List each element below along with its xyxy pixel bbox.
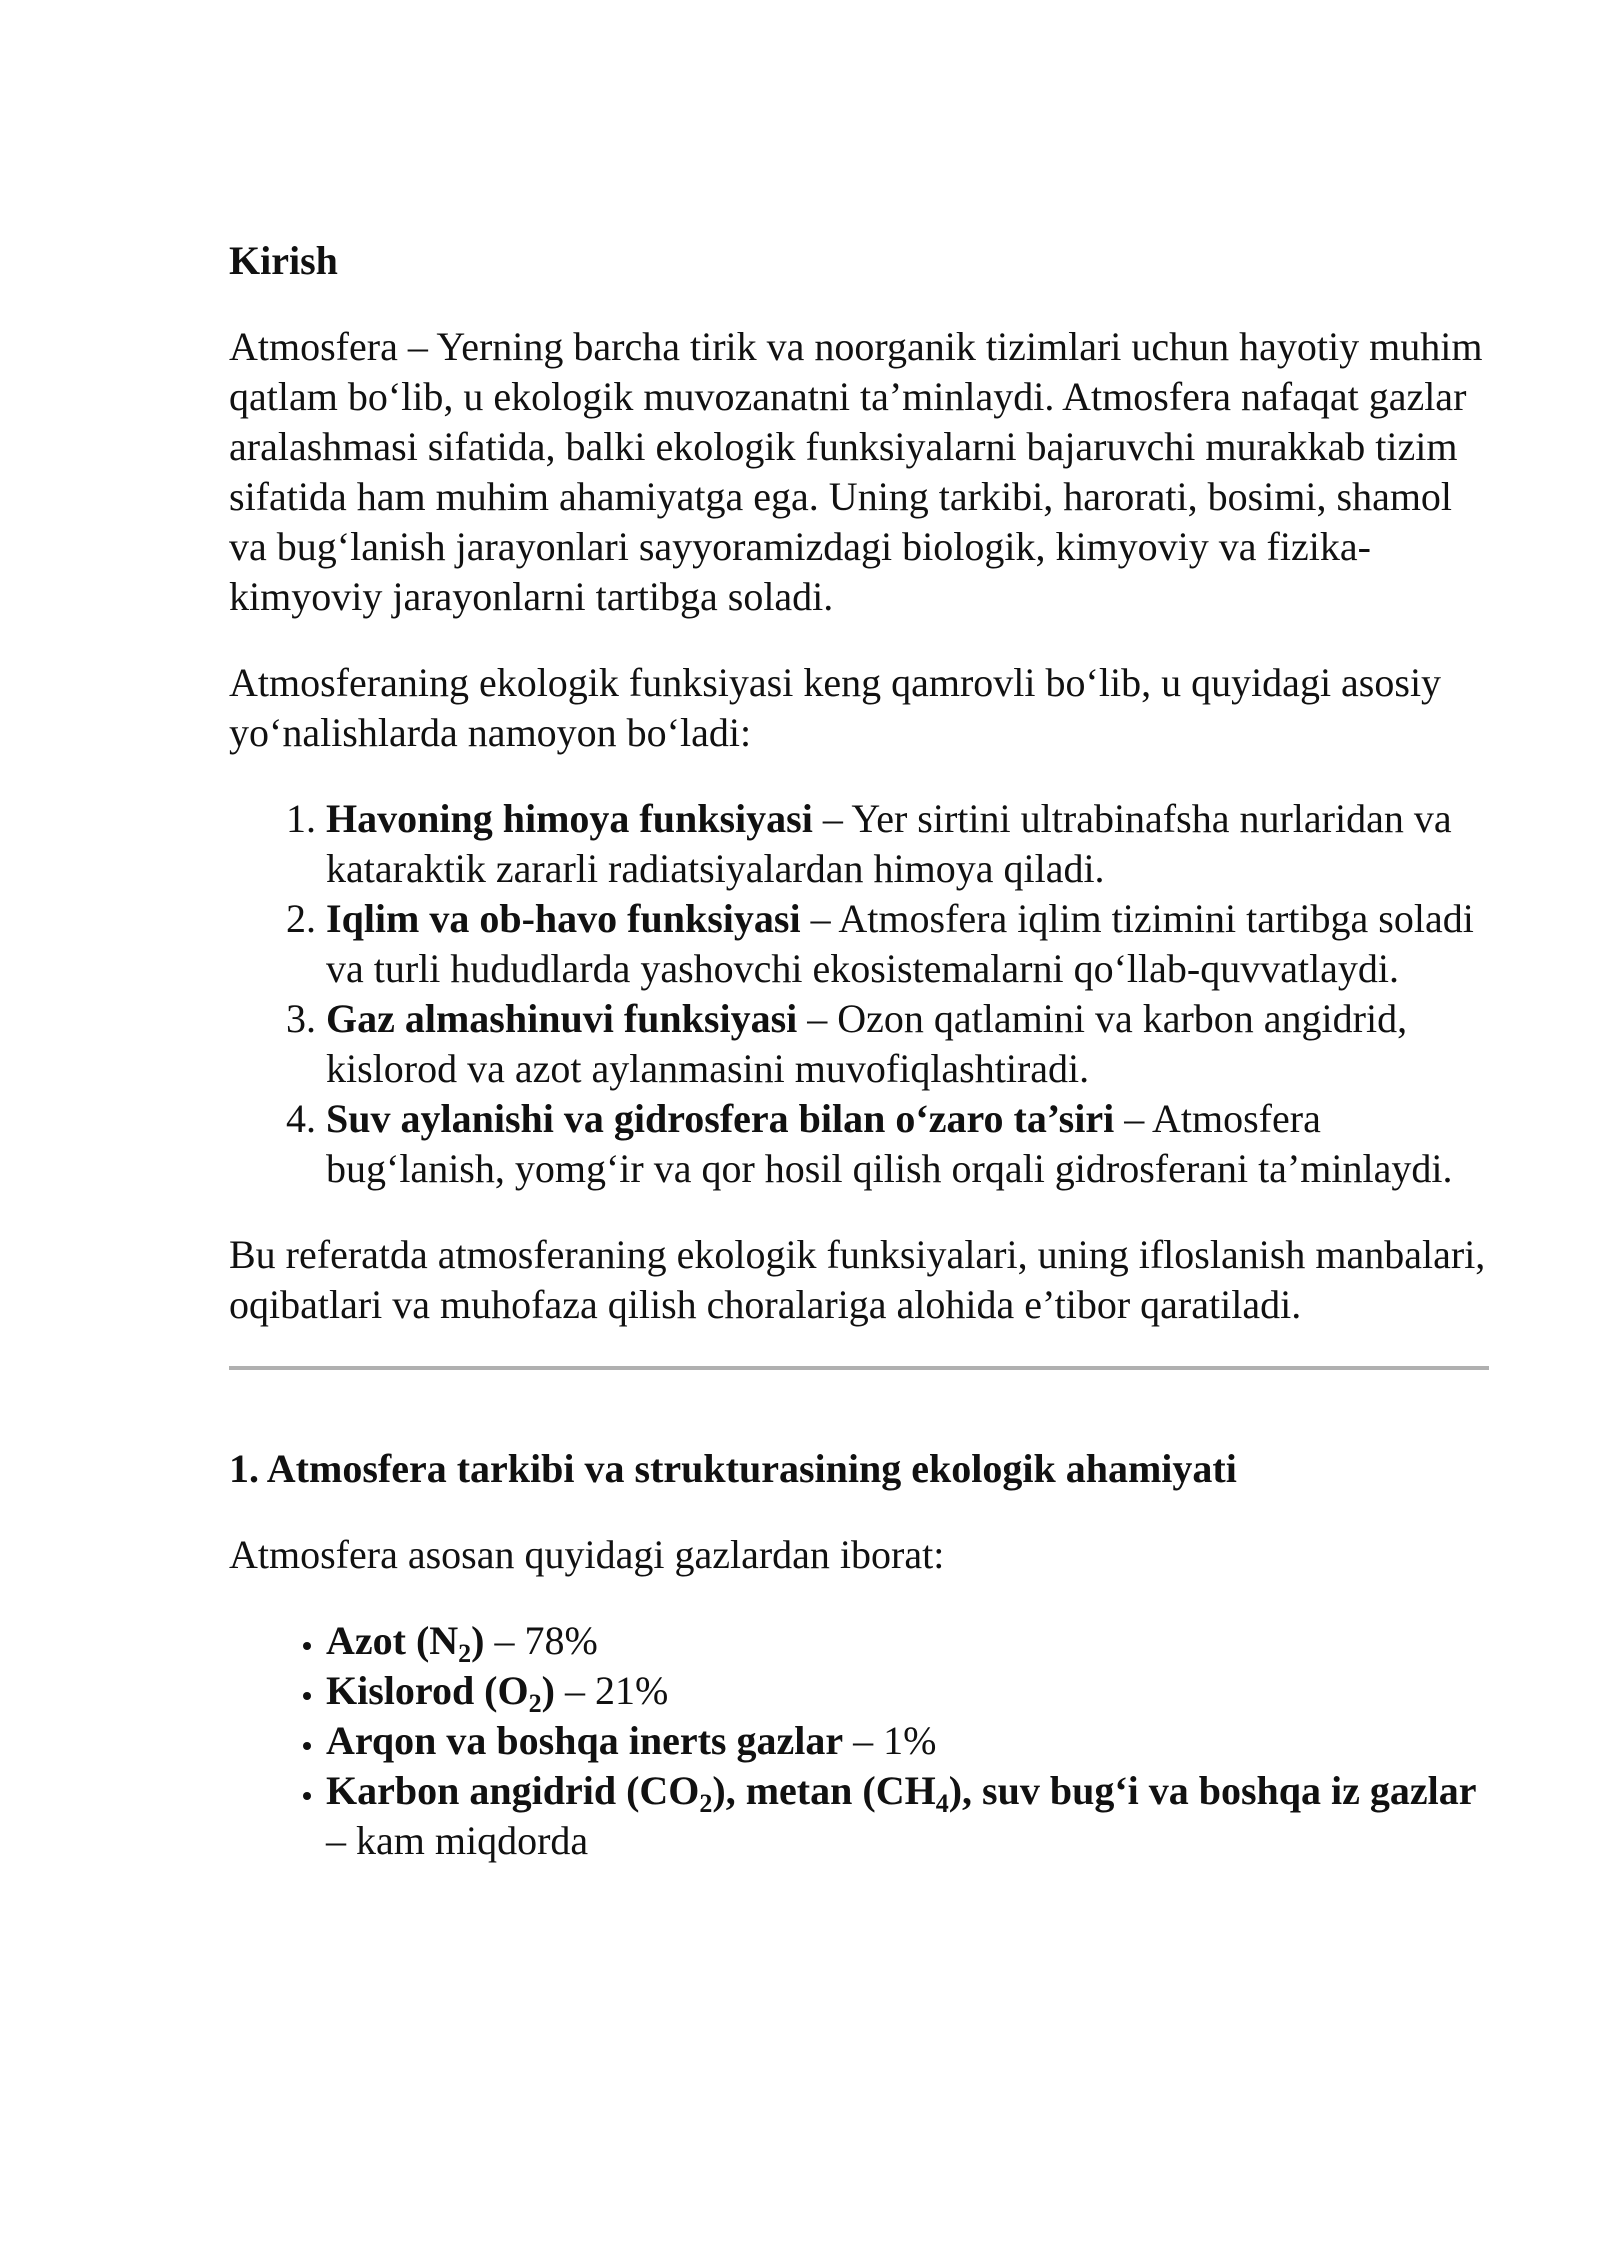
function-term: Iqlim va ob-havo funksiyasi xyxy=(326,896,801,941)
functions-list xyxy=(229,794,1489,1194)
intro-paragraph-3: Bu referatda atmosferaning ekologik funksiyalari, uning ifloslanish manbalari, oqibatlari va muhofaza qilish choralariga alohida e’tibor qaratiladi. xyxy=(229,1232,1486,1327)
gas-name: Kislorod $(O_2)$ xyxy=(326,1668,555,1718)
gas-name: Azot $(N_2)$ xyxy=(326,1618,485,1668)
function-term: Havoning himoya funksiyasi xyxy=(326,796,813,841)
gas-share: – kam miqdorda xyxy=(326,1818,589,1863)
list-item xyxy=(326,1766,1489,1866)
list-item xyxy=(326,1094,1489,1194)
list-item xyxy=(326,894,1489,994)
gas-share: – 78% xyxy=(484,1618,598,1663)
gas-name: Karbon angidrid $(CO_2)$, metan $(CH_4)$, suv bug‘i va boshqa iz gazlar xyxy=(326,1768,1477,1818)
list-item xyxy=(326,794,1489,894)
function-desc: – Atmosfera iqlim tizimini tartibga soladi va turli hududlarda yashovchi ekosistemalarni qo‘llab-quvvatlaydi. xyxy=(326,896,1474,991)
function-desc: – Ozon qatlamini va karbon angidrid, kislorod va azot aylanmasini muvofiqlashtiradi. xyxy=(326,996,1408,1091)
list-item xyxy=(326,1666,1489,1716)
gas-share: – 21% xyxy=(554,1668,669,1713)
list-item xyxy=(326,1716,1489,1766)
list-item xyxy=(326,994,1489,1094)
document-page xyxy=(229,236,1489,1902)
gas-share: – 1% xyxy=(843,1718,937,1763)
intro-paragraph-2: Atmosferaning ekologik funksiyasi keng qamrovli bo‘lib, u quyidagi asosiy yo‘nalishlarda namoyon bo‘ladi: xyxy=(229,660,1442,755)
intro-paragraph-1: Atmosfera – Yerning barcha tirik va noorganik tizimlari uchun hayotiy muhim qatlam bo‘lib, u ekologik muvozanatni ta’minlaydi. Atmosfera nafaqat gazlar aralashmasi sifatida, balki ekologik funksiyalarni bajaruvchi murakkab tizim sifatida ham muhim ahamiyatga ega. Uning tarkibi, harorati, bosimi, shamol va bug‘lanish jarayonlari sayyoramizdagi biologik, kimyoviy va fizika-kimyoviy jarayonlarni tartibga soladi. xyxy=(229,324,1483,619)
gas-name: Arqon va boshqa inerts gazlar xyxy=(326,1718,844,1763)
horizontal-divider xyxy=(229,1366,1489,1370)
function-term: Gaz almashinuvi funksiyasi xyxy=(326,996,798,1041)
function-desc: – Atmosfera bug‘lanish, yomg‘ir va qor hosil qilish orqali gidrosferani ta’minlaydi. xyxy=(326,1096,1453,1191)
section-1-lead: Atmosfera asosan quyidagi gazlardan iborat: xyxy=(229,1532,945,1577)
function-term: Suv aylanishi va gidrosfera bilan o‘zaro ta’siri xyxy=(326,1096,1115,1141)
intro-heading: Kirish xyxy=(229,238,338,283)
section-1-title: 1. Atmosfera tarkibi va strukturasining ekologik ahamiyati xyxy=(229,1446,1237,1491)
function-desc: – Yer sirtini ultrabinafsha nurlaridan va kataraktik zararli radiatsiyalardan himoya qiladi. xyxy=(326,796,1452,891)
gases-list xyxy=(229,1616,1489,1866)
list-item xyxy=(326,1616,1489,1666)
